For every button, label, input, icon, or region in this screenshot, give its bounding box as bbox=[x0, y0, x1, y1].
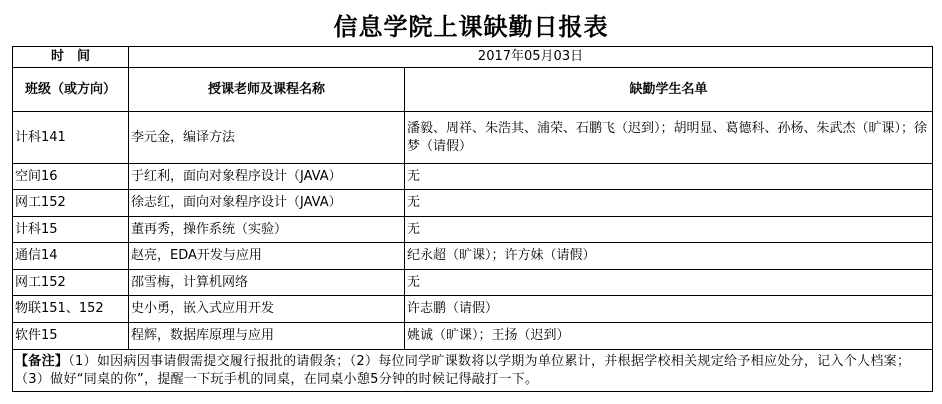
cell-class: 物联151、152 bbox=[13, 296, 129, 323]
cell-absent: 无 bbox=[405, 190, 933, 217]
cell-teacher: 董再秀，操作系统（实验） bbox=[129, 217, 405, 243]
table-row bbox=[13, 270, 933, 296]
note-text: （1）如因病因事请假需提交履行报批的请假条；（2）每位同学旷课数将以学期为单位累计，并根据学校相关规定给予相应处分，记入个人档案；（3）做好“同桌的你”，提醒一下玩手机的同桌，在同桌小憩5分钟的时候记得敲打一下。 bbox=[15, 353, 911, 387]
note-row bbox=[13, 350, 933, 392]
table-row bbox=[13, 323, 933, 350]
cell-class: 软件15 bbox=[13, 323, 129, 350]
cell-class: 计科141 bbox=[13, 112, 129, 164]
cell-teacher: 程辉，数据库原理与应用 bbox=[129, 323, 405, 350]
cell-teacher: 徐志红，面向对象程序设计（JAVA） bbox=[129, 190, 405, 217]
cell-teacher: 赵亮，EDA开发与应用 bbox=[129, 243, 405, 270]
column-header-teacher: 授课老师及课程名称 bbox=[129, 68, 405, 112]
table-row bbox=[13, 296, 933, 323]
note-label: 【备注】 bbox=[15, 353, 69, 369]
cell-absent: 纪永超（旷课）；许方妹（请假） bbox=[405, 243, 933, 270]
cell-class: 网工152 bbox=[13, 190, 129, 217]
cell-class: 通信14 bbox=[13, 243, 129, 270]
cell-class: 网工152 bbox=[13, 270, 129, 296]
table-row bbox=[13, 243, 933, 270]
cell-absent: 许志鹏（请假） bbox=[405, 296, 933, 323]
report-date: 2017年05月03日 bbox=[129, 47, 933, 68]
column-header-absent: 缺勤学生名单 bbox=[405, 68, 933, 112]
note-cell bbox=[13, 350, 933, 392]
column-header-row bbox=[13, 68, 933, 112]
report-title: 信息学院上课缺勤日报表 bbox=[333, 12, 609, 41]
cell-absent: 姚诚（旷课）；王扬（迟到） bbox=[405, 323, 933, 350]
attendance-table bbox=[12, 46, 933, 392]
cell-teacher: 邵雪梅，计算机网络 bbox=[129, 270, 405, 296]
table-row bbox=[13, 217, 933, 243]
cell-teacher: 李元金，编译方法 bbox=[129, 112, 405, 164]
table-row bbox=[13, 190, 933, 217]
date-row bbox=[13, 47, 933, 68]
cell-absent: 无 bbox=[405, 164, 933, 190]
cell-absent: 无 bbox=[405, 217, 933, 243]
cell-class: 计科15 bbox=[13, 217, 129, 243]
cell-teacher: 史小勇，嵌入式应用开发 bbox=[129, 296, 405, 323]
cell-absent: 潘毅、周祥、朱浩其、浦荣、石鹏飞（迟到）；胡明显、葛德科、孙杨、朱武杰（旷课）；徐梦（请假） bbox=[405, 112, 933, 164]
cell-teacher: 于红利，面向对象程序设计（JAVA） bbox=[129, 164, 405, 190]
cell-absent: 无 bbox=[405, 270, 933, 296]
table-row bbox=[13, 164, 933, 190]
column-header-class: 班级（或方向） bbox=[13, 68, 129, 112]
table-row bbox=[13, 112, 933, 164]
time-label: 时 间 bbox=[13, 47, 129, 68]
cell-class: 空间16 bbox=[13, 164, 129, 190]
